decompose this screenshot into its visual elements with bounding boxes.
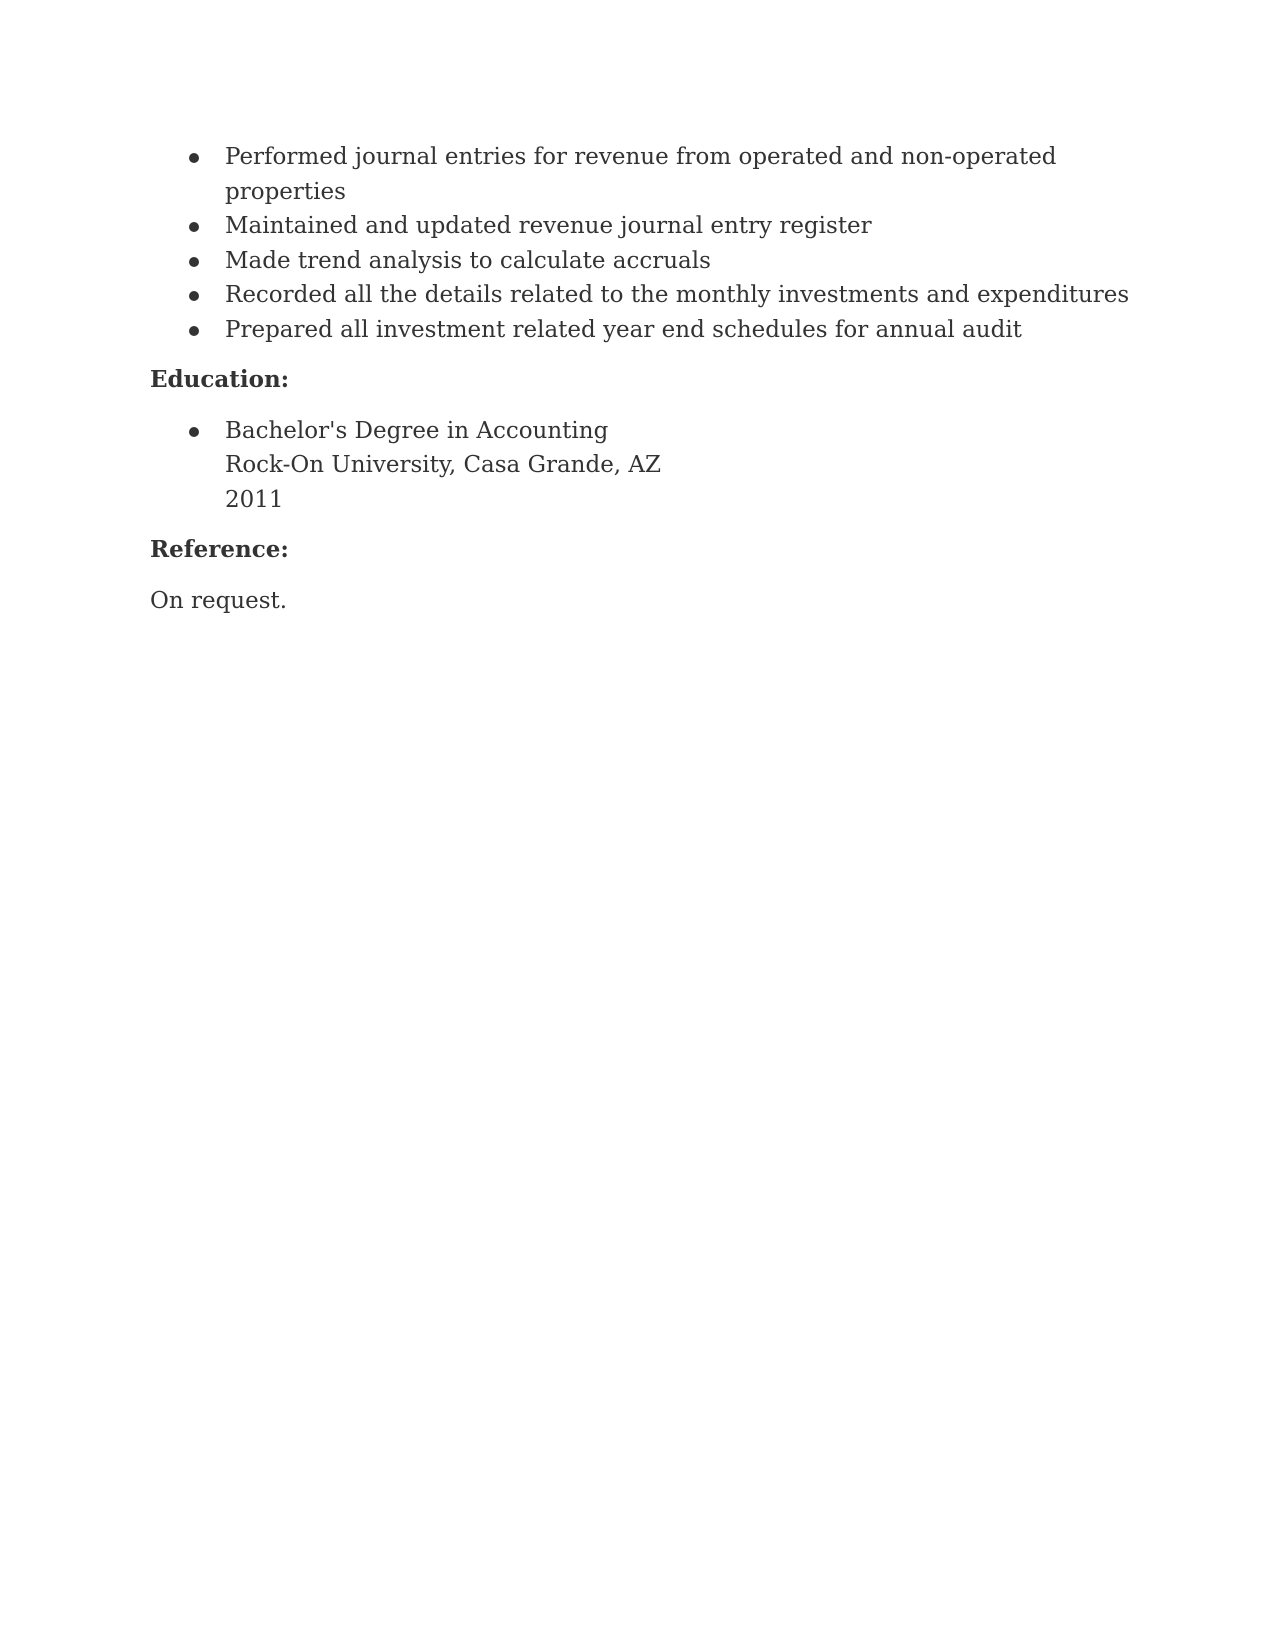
reference-text: On request. (150, 587, 288, 614)
experience-bullet-list (150, 140, 1150, 347)
list-item (150, 278, 1150, 313)
bullet-icon (189, 257, 199, 267)
list-item (150, 244, 1150, 279)
bullet-icon (189, 222, 199, 232)
education-degree: Bachelor's Degree in Accounting (225, 417, 609, 444)
bullet-text: Prepared all investment related year end schedules for annual audit (225, 316, 1022, 343)
bullet-icon (189, 153, 199, 163)
bullet-text: Made trend analysis to calculate accruals (225, 247, 711, 274)
bullet-text: Performed journal entries for revenue from operated and non-operated properties (225, 144, 1057, 205)
list-item (150, 209, 1150, 244)
list-item (150, 313, 1150, 348)
education-year: 2011 (225, 486, 284, 513)
section-spacer (150, 398, 1150, 414)
list-item (150, 140, 1150, 209)
education-school: Rock-On University, Casa Grande, AZ (225, 452, 662, 478)
bullet-icon (189, 326, 199, 336)
bullet-icon (189, 291, 199, 301)
bullet-text: Maintained and updated revenue journal entry register (225, 213, 872, 239)
reference-heading: Reference: (150, 536, 289, 563)
list-item (150, 414, 1150, 518)
education-heading: Education: (150, 366, 290, 393)
bullet-icon (189, 427, 199, 437)
bullet-text: Recorded all the details related to the monthly investments and expenditures (225, 282, 1130, 308)
resume-page (150, 140, 1150, 618)
education-bullet-list (150, 414, 1150, 518)
